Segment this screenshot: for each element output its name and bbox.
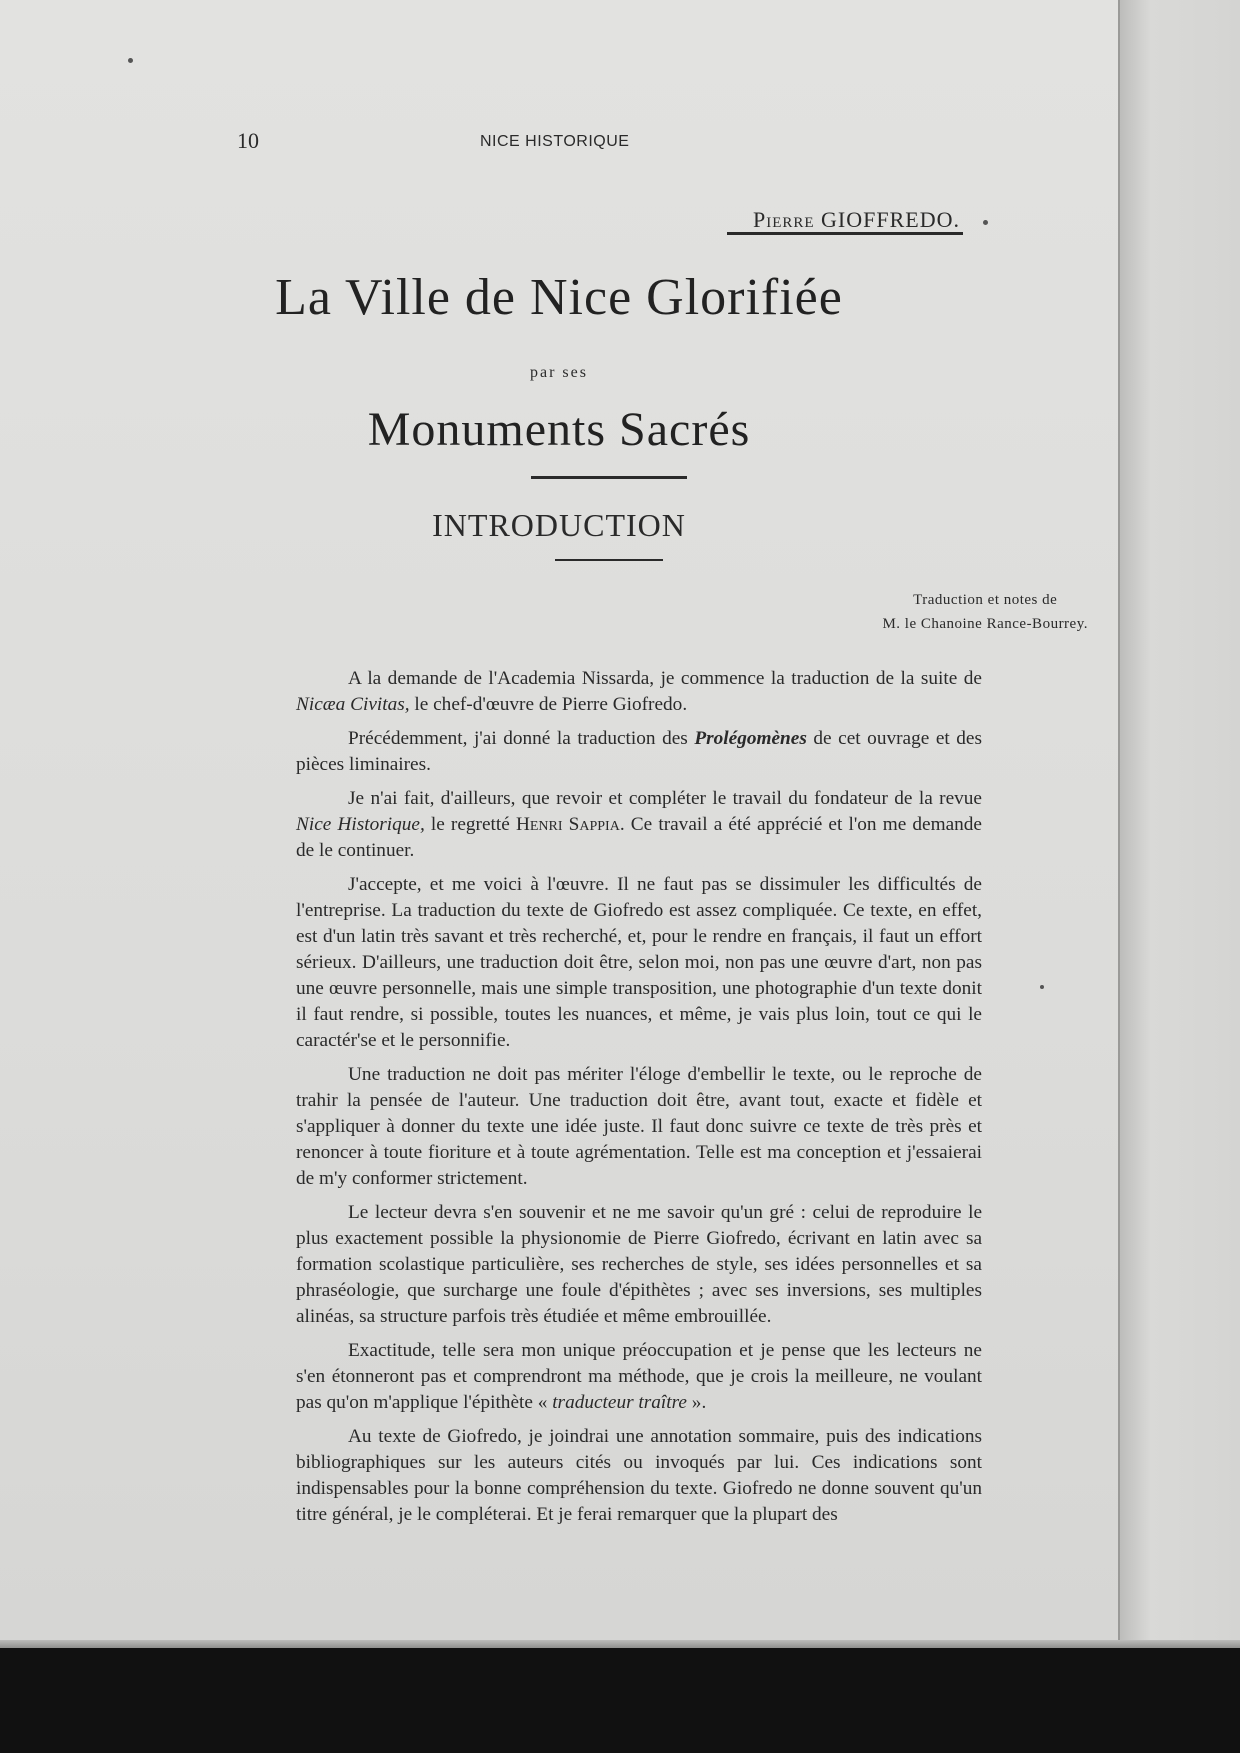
paragraph bbox=[296, 786, 982, 864]
article-title: La Ville de Nice Glorifiée bbox=[275, 269, 843, 326]
translator-name: M. le Chanoine Rance-Bourrey. bbox=[882, 616, 1088, 632]
italic-work-title: Nicæa Civitas, bbox=[296, 694, 410, 715]
text-run: A la demande de l'Academia Nissarda, je commence la traduction de la suite de bbox=[348, 668, 982, 689]
title-divider bbox=[531, 476, 687, 479]
adjacent-page-edge bbox=[1118, 0, 1240, 1648]
page-number: 10 bbox=[237, 128, 259, 153]
title-connector: par ses bbox=[530, 364, 588, 381]
paragraph: Le lecteur devra s'en souvenir et ne me savoir qu'un gré : celui de reproduire le plus exactement possible la physionomie de Pierre Giofredo, écrivant en latin avec sa formation scolastique particulière, ses recherches de style, ses idées personnelles et sa phraséologie, que surcharge une foule d'épithètes ; avec ses inversions, ses multiples alinéas, sa structure parfois très étudiée et même embrouillée. bbox=[296, 1202, 982, 1327]
paragraph bbox=[296, 726, 982, 778]
text-run: Exactitude, telle sera mon unique préoccupation et je pense que les lecteurs ne s'en étonneront pas et comprendront ma méthode, que je crois la meilleure, ne voulant pas qu'on m'applique l'épithète « bbox=[296, 1340, 982, 1413]
paragraph: J'accepte, et me voici à l'œuvre. Il ne faut pas se dissimuler les difficultés de l'entreprise. La traduction du texte de Giofredo est assez compliquée. Ce texte, en effet, est d'un latin très savant et très recherché, et, pour le rendre en français, il faut un effort sérieux. D'ailleurs, une traduction doit être, selon moi, non pas une œuvre d'art, non pas une œuvre personnelle, mais une simple transposition, une photographie d'un texte donit il faut rendre, si possible, toutes les nuances, et même, je vais plus loin, tout ce qui le caractér'se et le personnifie. bbox=[296, 874, 982, 1051]
section-heading: INTRODUCTION bbox=[432, 507, 686, 543]
paragraph bbox=[296, 1338, 982, 1416]
text-run: le regretté bbox=[424, 814, 516, 835]
running-head: NICE HISTORIQUE bbox=[480, 133, 630, 150]
scan-background bbox=[0, 1648, 1240, 1753]
text-run: Précédemment, j'ai donné la traduction des bbox=[348, 728, 695, 749]
translator-credit bbox=[882, 588, 1088, 636]
paragraph: Au texte de Giofredo, je joindrai une annotation sommaire, puis des indications bibliographiques sur les auteurs cités ou invoqués par lui. Ces indications sont indispensables pour la bonne compréhension du texte. Giofredo ne donne souvent qu'un titre général, je le compléterai. Et je ferai remarquer que la plupart des bbox=[296, 1426, 982, 1525]
text-run: . Ce travail a été apprécié et l'on me demande de le continuer. bbox=[296, 814, 982, 861]
scan-speck bbox=[983, 220, 988, 225]
article-body bbox=[296, 666, 982, 1536]
text-run: Je n'ai fait, d'ailleurs, que revoir et compléter le travail du fondateur de la revue bbox=[348, 788, 982, 809]
text-run: le chef-d'œuvre de Pierre Giofredo. bbox=[409, 694, 688, 715]
scan-speck bbox=[128, 58, 133, 63]
scan-speck bbox=[1040, 985, 1044, 989]
paragraph: Une traduction ne doit pas mériter l'éloge d'embellir le texte, ou le reproche de trahir la pensée de l'auteur. Une traduction doit être, avant tout, exacte et fidèle et s'appliquer à donner du texte une idée juste. Il faut donc suivre ce texte de très près et renoncer à toute fioriture et à toute agrémentation. Telle est ma conception et j'essaierai de m'y conformer strictement. bbox=[296, 1064, 982, 1189]
author-underline bbox=[727, 232, 963, 235]
paragraph bbox=[296, 666, 982, 718]
small-caps-name: Henri Sappia bbox=[515, 814, 620, 835]
section-divider bbox=[555, 559, 663, 561]
text-run: de cet ouvrage et des pièces liminaires. bbox=[296, 728, 982, 775]
article-subtitle: Monuments Sacrés bbox=[367, 403, 751, 456]
italic-quote: traducteur traître bbox=[552, 1392, 687, 1413]
italic-work-title: Nice Historique, bbox=[296, 814, 425, 835]
article-author: Pierre GIOFFREDO. bbox=[752, 207, 960, 232]
italic-work-title: Prolégomènes bbox=[694, 728, 807, 749]
text-run: ». bbox=[686, 1392, 707, 1413]
translator-line: Traduction et notes de bbox=[913, 592, 1058, 608]
